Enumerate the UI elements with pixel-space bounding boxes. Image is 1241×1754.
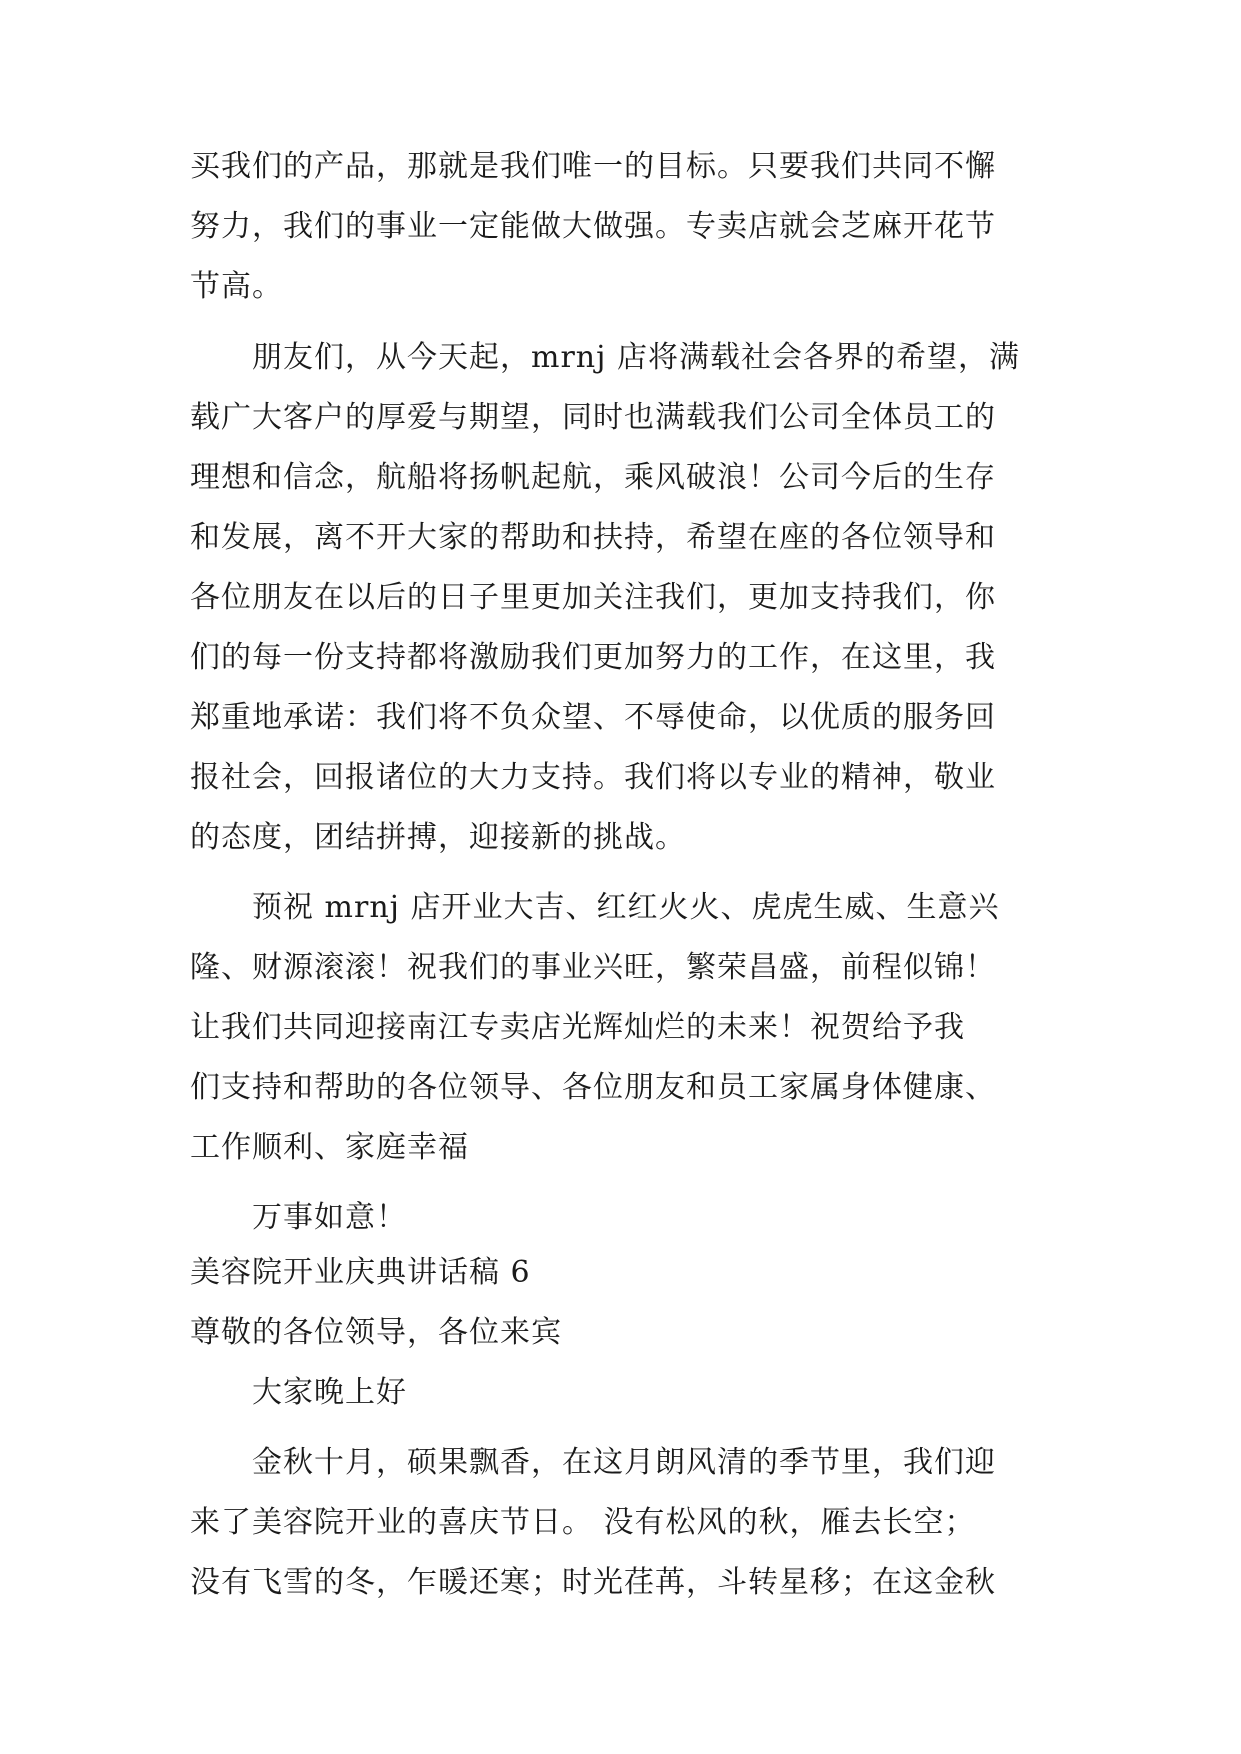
text-line: 朋友们，从今天起，mrnj 店将满载社会各界的希望，满 [252, 340, 1020, 375]
text-line: 们支持和帮助的各位领导、各位朋友和员工家属身体健康、 [190, 1070, 996, 1105]
text-line: 预祝 mrnj 店开业大吉、红红火火、虎虎生威、生意兴 [252, 890, 1000, 925]
text-line: 郑重地承诺：我们将不负众望、不辱使命，以优质的服务回 [190, 700, 996, 735]
text-line: 工作顺利、家庭幸福 [190, 1130, 469, 1165]
text-line: 报社会，回报诸位的大力支持。我们将以专业的精神，敬业 [190, 760, 996, 795]
text-line: 节高。 [190, 269, 283, 304]
text-line: 没有飞雪的冬，乍暖还寒；时光荏苒，斗转星移；在这金秋 [190, 1565, 996, 1600]
text-line: 们的每一份支持都将激励我们更加努力的工作，在这里，我 [190, 640, 996, 675]
text-line: 让我们共同迎接南江专卖店光辉灿烂的未来！祝贺给予我 [190, 1010, 965, 1045]
text-line: 万事如意！ [252, 1200, 407, 1235]
text-line: 来了美容院开业的喜庆节日。 没有松风的秋，雁去长空； [190, 1505, 976, 1540]
salutation: 尊敬的各位领导，各位来宾 [190, 1315, 562, 1350]
text-line: 理想和信念，航船将扬帆起航，乘风破浪！公司今后的生存 [190, 460, 996, 495]
text-line: 和发展，离不开大家的帮助和扶持，希望在座的各位领导和 [190, 520, 996, 555]
text-line: 买我们的产品，那就是我们唯一的目标。只要我们共同不懈 [190, 149, 996, 184]
text-line: 的态度，团结拼搏，迎接新的挑战。 [190, 820, 686, 855]
section-heading: 美容院开业庆典讲话稿 6 [190, 1255, 531, 1290]
text-line: 隆、财源滚滚！祝我们的事业兴旺，繁荣昌盛，前程似锦！ [190, 950, 996, 985]
text-line: 金秋十月，硕果飘香，在这月朗风清的季节里，我们迎 [252, 1445, 996, 1480]
text-line: 努力，我们的事业一定能做大做强。专卖店就会芝麻开花节 [190, 209, 996, 244]
greeting: 大家晚上好 [252, 1375, 407, 1410]
text-line: 载广大客户的厚爱与期望，同时也满载我们公司全体员工的 [190, 400, 996, 435]
text-line: 各位朋友在以后的日子里更加关注我们，更加支持我们，你 [190, 580, 996, 615]
